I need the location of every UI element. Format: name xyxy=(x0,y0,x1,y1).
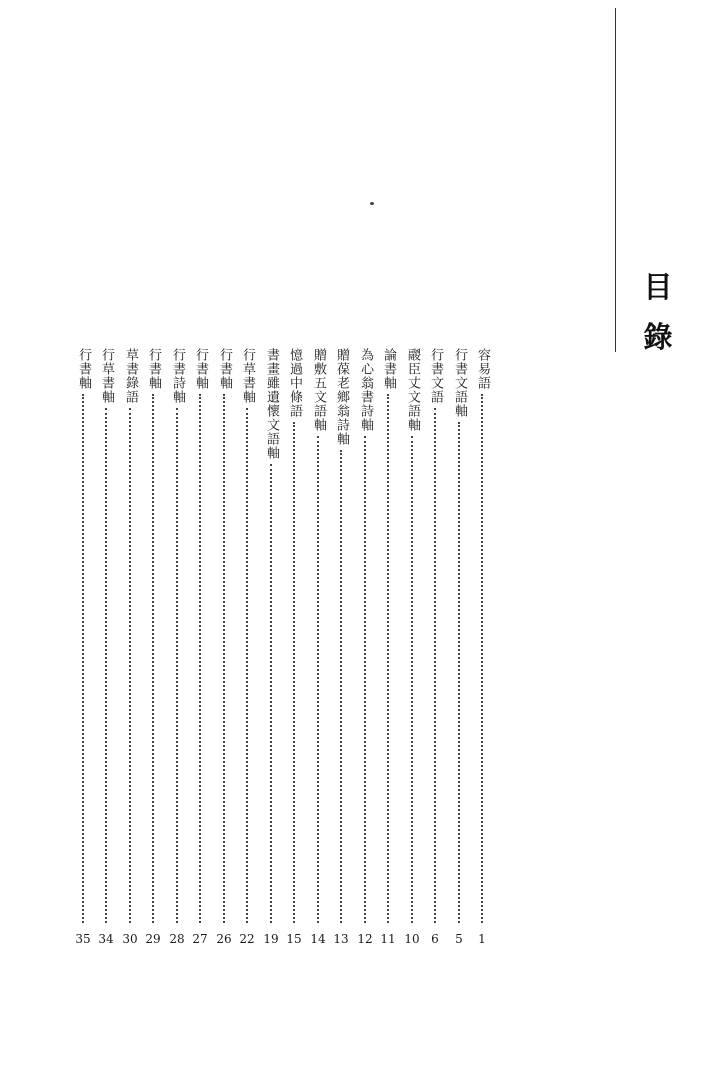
toc-dot-leader xyxy=(270,464,272,923)
toc-dot-leader xyxy=(481,394,483,923)
toc-entry-title: 贈敷五文語軸 xyxy=(311,348,326,432)
toc-entry xyxy=(331,348,351,948)
toc-entry xyxy=(214,348,234,948)
toc-dot-leader xyxy=(199,394,201,923)
toc-dot-leader xyxy=(152,394,154,923)
toc-entry-title: 行書軸 xyxy=(193,348,208,390)
toc-entry-title: 行書軸 xyxy=(146,348,161,390)
toc-dot-leader xyxy=(129,408,131,923)
toc-page-number: 28 xyxy=(169,932,185,946)
toc-dot-leader xyxy=(82,394,84,923)
toc-dot-leader xyxy=(387,394,389,923)
toc-entry-title: 行草書軸 xyxy=(240,348,255,404)
toc-page-number: 29 xyxy=(145,932,161,946)
toc-entry-title: 行書軸 xyxy=(76,348,91,390)
toc-entry xyxy=(425,348,445,948)
toc-entry-title: 行草書軸 xyxy=(99,348,114,404)
toc-entry xyxy=(308,348,328,948)
toc-page-number: 35 xyxy=(75,932,91,946)
toc-entry xyxy=(261,348,281,948)
toc-entry xyxy=(355,348,375,948)
toc-dot-leader xyxy=(411,436,413,923)
toc-entry-title: 為心翁書詩軸 xyxy=(358,348,373,432)
toc-page-number: 22 xyxy=(239,932,255,946)
toc-page-number: 19 xyxy=(263,932,279,946)
toc-page-number: 30 xyxy=(122,932,138,946)
toc-entry xyxy=(237,348,257,948)
toc-entry-title: 行書文語 xyxy=(428,348,443,404)
toc-entry xyxy=(402,348,422,948)
toc-entry-title: 草書錄語 xyxy=(123,348,138,404)
toc-page-number: 27 xyxy=(192,932,208,946)
toc-entry-title: 書畫雖遺懷文語軸 xyxy=(264,348,279,460)
toc-entry xyxy=(449,348,469,948)
toc-entry-title: 鬷臣丈文語軸 xyxy=(405,348,420,432)
toc-dot-leader xyxy=(340,450,342,923)
toc-entry-title: 憶過中條語 xyxy=(287,348,302,418)
toc-entry xyxy=(143,348,163,948)
toc-dot-leader xyxy=(246,408,248,923)
toc-page-number: 26 xyxy=(216,932,232,946)
toc-page-number: 12 xyxy=(357,932,373,946)
toc-page-number: 15 xyxy=(286,932,302,946)
toc-entry xyxy=(120,348,140,948)
toc-entry-title: 行書文語軸 xyxy=(452,348,467,418)
toc-dot-leader xyxy=(458,422,460,923)
toc-page-number: 11 xyxy=(380,932,396,946)
toc-page-number: 5 xyxy=(455,932,463,946)
toc-entry xyxy=(167,348,187,948)
toc-entry xyxy=(472,348,492,948)
toc-entry xyxy=(73,348,93,948)
toc-dot-leader xyxy=(434,408,436,923)
toc-entry xyxy=(190,348,210,948)
toc-dot-leader xyxy=(105,408,107,923)
toc-entry-title: 行書軸 xyxy=(217,348,232,390)
toc-page-number: 6 xyxy=(431,932,439,946)
toc-page-number: 1 xyxy=(478,932,486,946)
toc-dot-leader xyxy=(176,408,178,923)
toc-entry-title: 論書軸 xyxy=(381,348,396,390)
toc-entry-title: 行書詩軸 xyxy=(170,348,185,404)
toc-page-number: 14 xyxy=(310,932,326,946)
toc-dot-leader xyxy=(223,394,225,923)
toc-dot-leader xyxy=(317,436,319,923)
toc-page-number: 10 xyxy=(404,932,420,946)
toc-entry-title: 贈葆老鄉翁詩軸 xyxy=(334,348,349,446)
title-char-1: 目 xyxy=(643,270,673,304)
title-char-2: 錄 xyxy=(643,320,673,354)
toc-entry xyxy=(378,348,398,948)
toc-entry-title: 容易語 xyxy=(475,348,490,390)
toc-dot-leader xyxy=(293,422,295,923)
toc-dot-leader xyxy=(364,436,366,923)
toc-entry xyxy=(284,348,304,948)
toc-page-number: 34 xyxy=(98,932,114,946)
toc-page-number: 13 xyxy=(333,932,349,946)
toc-entry xyxy=(96,348,116,948)
